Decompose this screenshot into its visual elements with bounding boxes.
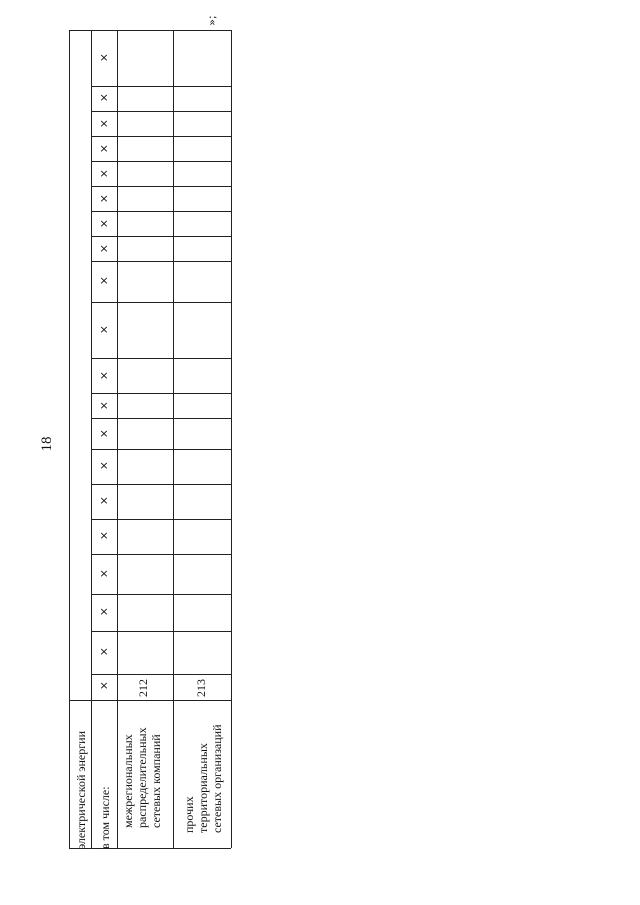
row-label-electricity: электрической энергии [73,730,88,849]
cell-mark: × [99,274,109,287]
cell-mark: × [99,529,109,542]
cell-mark: × [99,142,109,155]
cell-mark: × [99,217,109,230]
cell-mark: × [99,91,109,104]
row-code-212: 212 [136,679,150,697]
cell-mark: × [99,369,109,382]
cell-mark: × [99,427,109,440]
row-code-213: 213 [194,679,208,697]
row-label-other-territorial: прочих территориальных сетевых организаций [182,724,224,833]
cell-mark: × [99,567,109,580]
cell-mark: × [99,399,109,412]
cell-mark: × [99,167,109,180]
cell-mark: × [99,323,109,336]
cell-mark: × [99,605,109,618]
cell-mark: × [99,117,109,130]
closing-mark: »; [205,15,219,26]
cell-mark: × [99,192,109,205]
report-table [69,30,231,848]
cell-mark: × [99,494,109,507]
row-label-including: в том числе: [97,786,112,849]
cell-mark: × [99,679,109,692]
cell-mark: × [99,645,109,658]
cell-mark: × [99,459,109,472]
cell-mark: × [99,51,109,64]
row-label-interregional: межрегиональных распределительных сетевых компаний [121,727,163,828]
page-number: 18 [39,436,55,452]
cell-mark: × [99,242,109,255]
